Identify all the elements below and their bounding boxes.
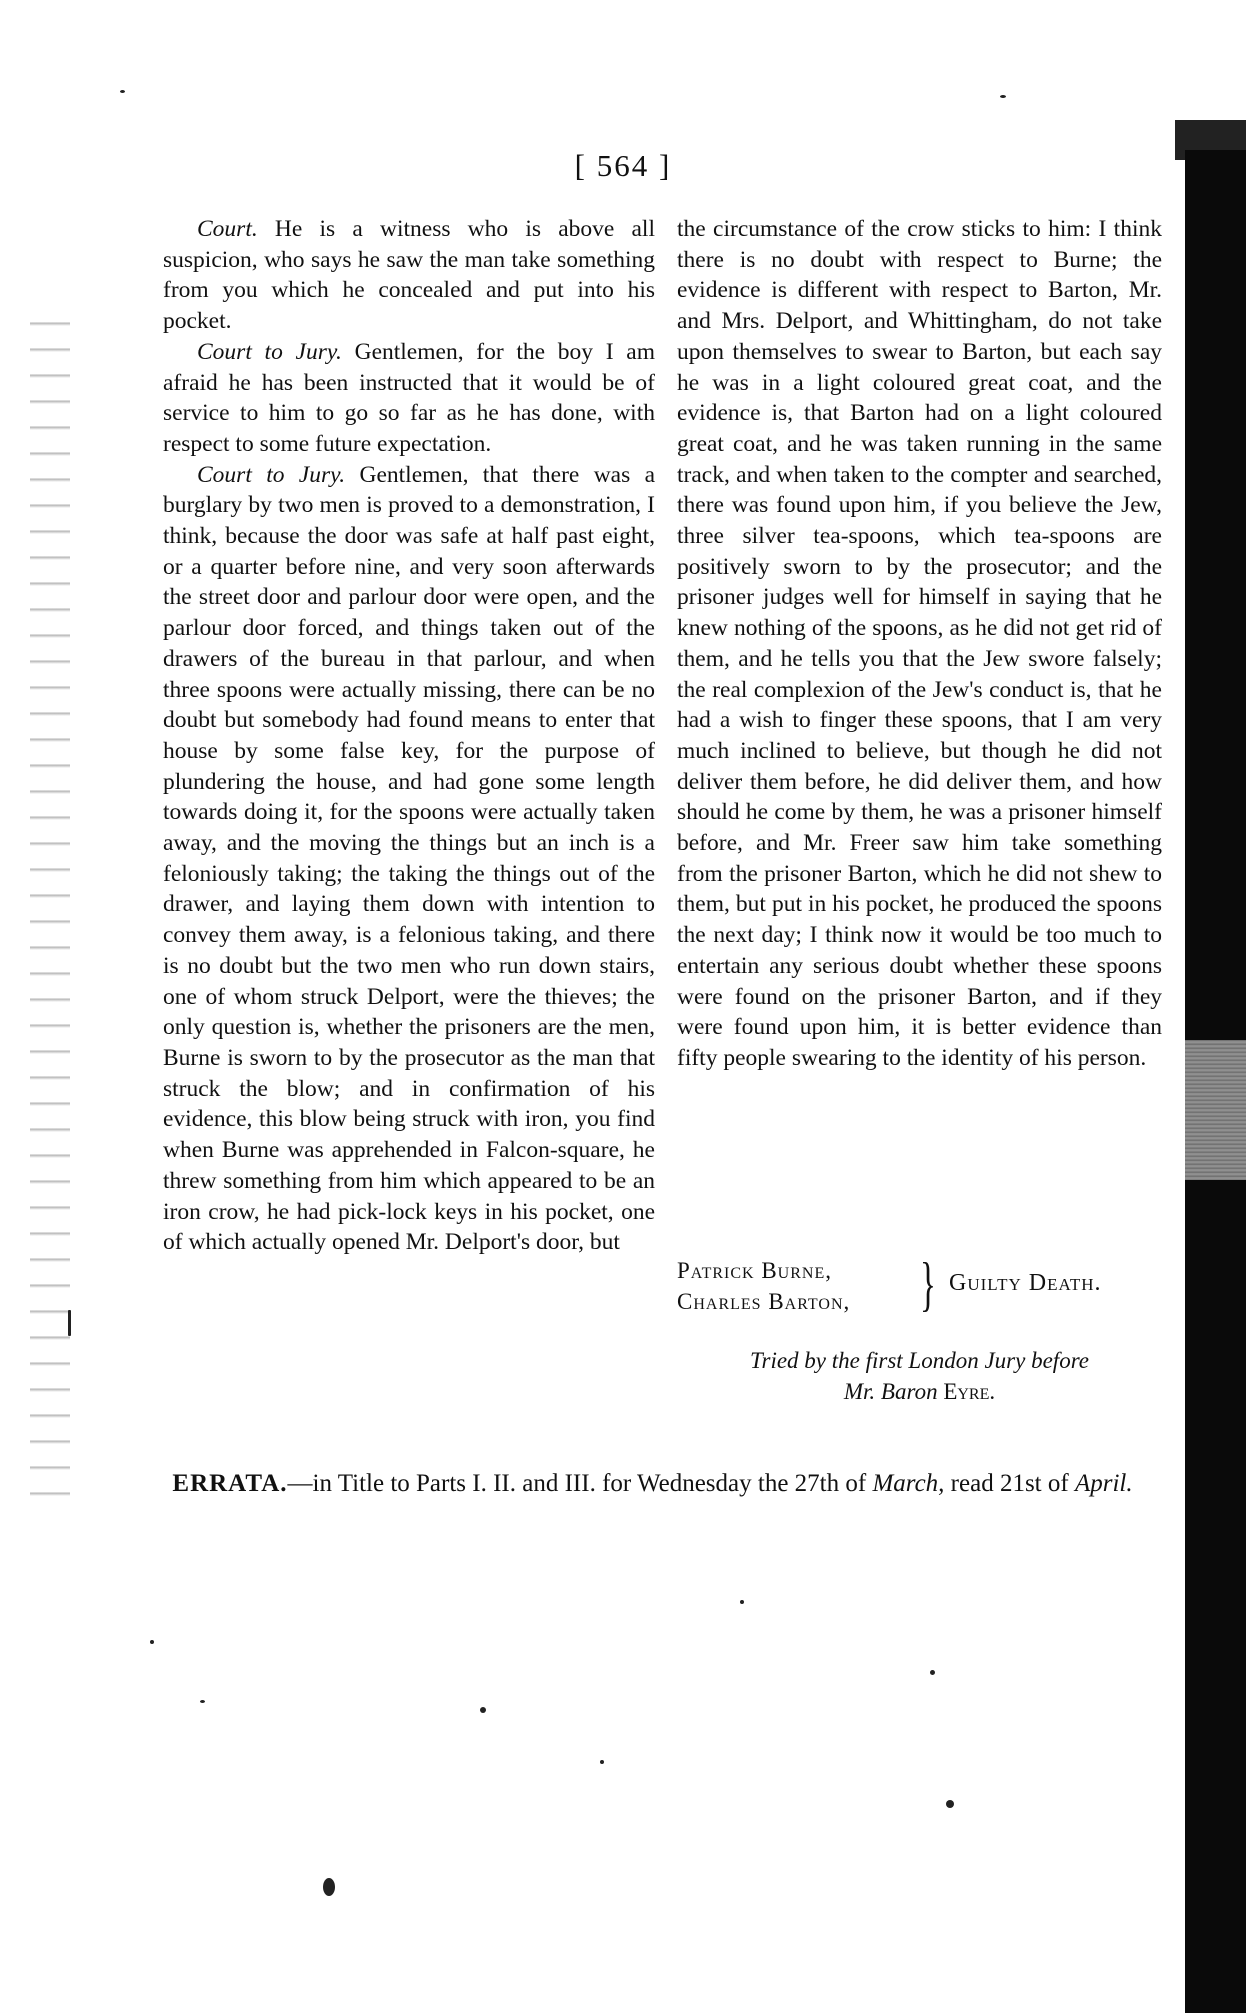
page-number: [ 564 ] bbox=[574, 148, 672, 183]
speaker-label: Court to Jury. bbox=[197, 338, 342, 365]
left-column bbox=[163, 214, 655, 1258]
judge-title: Mr. Baron bbox=[843, 1379, 938, 1404]
ink-speck bbox=[120, 90, 125, 93]
scan-margin-noise bbox=[30, 300, 70, 1500]
tried-line bbox=[677, 1376, 1162, 1407]
tried-line: Tried by the first London Jury before bbox=[749, 1348, 1089, 1373]
defendant-names bbox=[677, 1255, 850, 1317]
paragraph-text: the circumstance of the crow sticks to him: I think there is no doubt with respect to Burne; the evidence is different with respect to Barton, Mr. and Mrs. Delport, and Whittingham, do not take upon themselves to swear to Barton, but each say he was in a light coloured great coat, and the evidence is, that Barton had on a light coloured great coat, and he was taken running in the same track, and when taken to the compter and searched, there was found upon him, if you believe the Jew, three silver tea-spoons, which tea-spoons are positively sworn to by the prosecutor; and the prisoner judges well for himself in saying that he knew nothing of the spoons, as he did not get rid of them, and he tells you that the Jew swore falsely; the real complexion of the Jew's conduct is, that he had a wish to finger these spoons, that I am very much inclined to believe, but though he did not deliver them before, he did deliver them, and how should he come by them, he was a prisoner himself before, and Mr. Freer saw him take something from the prisoner Barton, which he did not shew to them, but put in his pocket, he produced the spoons the next day; I think now it would be too much to entertain any serious doubt whether these spoons were found on the prisoner Barton, and if they were found upon him, it is better evidence than fifty people swearing to the identity of his person. bbox=[677, 216, 1162, 1071]
paragraph bbox=[163, 214, 655, 337]
verdict-result: Guilty Death. bbox=[949, 1270, 1102, 1296]
errata-lead: ERRATA. bbox=[172, 1470, 288, 1497]
defendant-name: Charles Barton, bbox=[677, 1289, 851, 1314]
errata-month: March, bbox=[872, 1470, 945, 1497]
verdict-block bbox=[677, 1251, 1162, 1325]
ink-speck bbox=[930, 1670, 935, 1675]
errata-text: —in Title to Parts I. II. and III. for Wednesday the 27th of bbox=[287, 1470, 873, 1497]
errata-text: read 21st of bbox=[944, 1470, 1075, 1497]
ink-speck bbox=[480, 1707, 486, 1713]
ink-speck bbox=[200, 1700, 205, 1703]
ink-speck bbox=[68, 1310, 71, 1336]
brace-glyph: } bbox=[920, 1251, 936, 1317]
scan-edge-gray-band bbox=[1185, 1040, 1246, 1180]
judge-name: Eyre. bbox=[943, 1379, 996, 1404]
defendant-name: Patrick Burne, bbox=[677, 1258, 832, 1283]
paragraph-text: He is a witness who is above all suspicion, who says he saw the man take something from you which he concealed and put into his pocket. bbox=[163, 216, 655, 335]
speaker-label: Court. bbox=[197, 216, 258, 242]
ink-speck bbox=[1000, 95, 1006, 98]
speaker-label: Court to Jury. bbox=[197, 461, 346, 488]
tried-note bbox=[677, 1345, 1162, 1407]
errata-month: April. bbox=[1074, 1470, 1133, 1497]
errata-note bbox=[150, 1468, 1155, 1500]
ink-speck bbox=[600, 1760, 604, 1764]
ink-speck bbox=[150, 1640, 154, 1644]
paragraph-text: Gentlemen, for the boy I am afraid he has been instructed that it would be of service to him to go so far as he has done, with respect to some future expectation. bbox=[163, 338, 656, 457]
right-column bbox=[677, 214, 1162, 1074]
paragraph-text: Gentlemen, that there was a burglary by two men is proved to a demonstration, I think, because the door was safe at half past eight, or a quarter before nine, and very soon afterwards the street door and parlour door were open, and the parlour door forced, and things taken out of the drawers of the bureau in that parlour, and when three spoons were actually missing, there can be no doubt but somebody had found means to enter that house by some false key, for the purpose of plundering the house, and had gone some length towards doing it, for the spoons were actually taken away, and the moving the things but an inch is a feloniously taking; the taking the things out of the drawer, and laying them down with intention to convey them away, is a felonious taking, and there is no doubt but the two men who run down stairs, one of whom struck Delport, were the thieves; the only question is, whether the prisoners are the men, Burne is sworn to by the prosecutor as the man that struck the blow; and in confirmation of his evidence, this blow being struck with iron, you find when Burne was apprehended in Falcon-square, he threw something from him which appeared to be an iron crow, he had pick-lock keys in his pocket, one of which actually opened Mr. Delport's door, but bbox=[163, 461, 656, 1256]
paragraph bbox=[163, 337, 655, 460]
ink-speck bbox=[740, 1600, 744, 1604]
ink-speck bbox=[946, 1800, 954, 1808]
paragraph bbox=[163, 460, 655, 1258]
ink-speck bbox=[323, 1878, 335, 1896]
